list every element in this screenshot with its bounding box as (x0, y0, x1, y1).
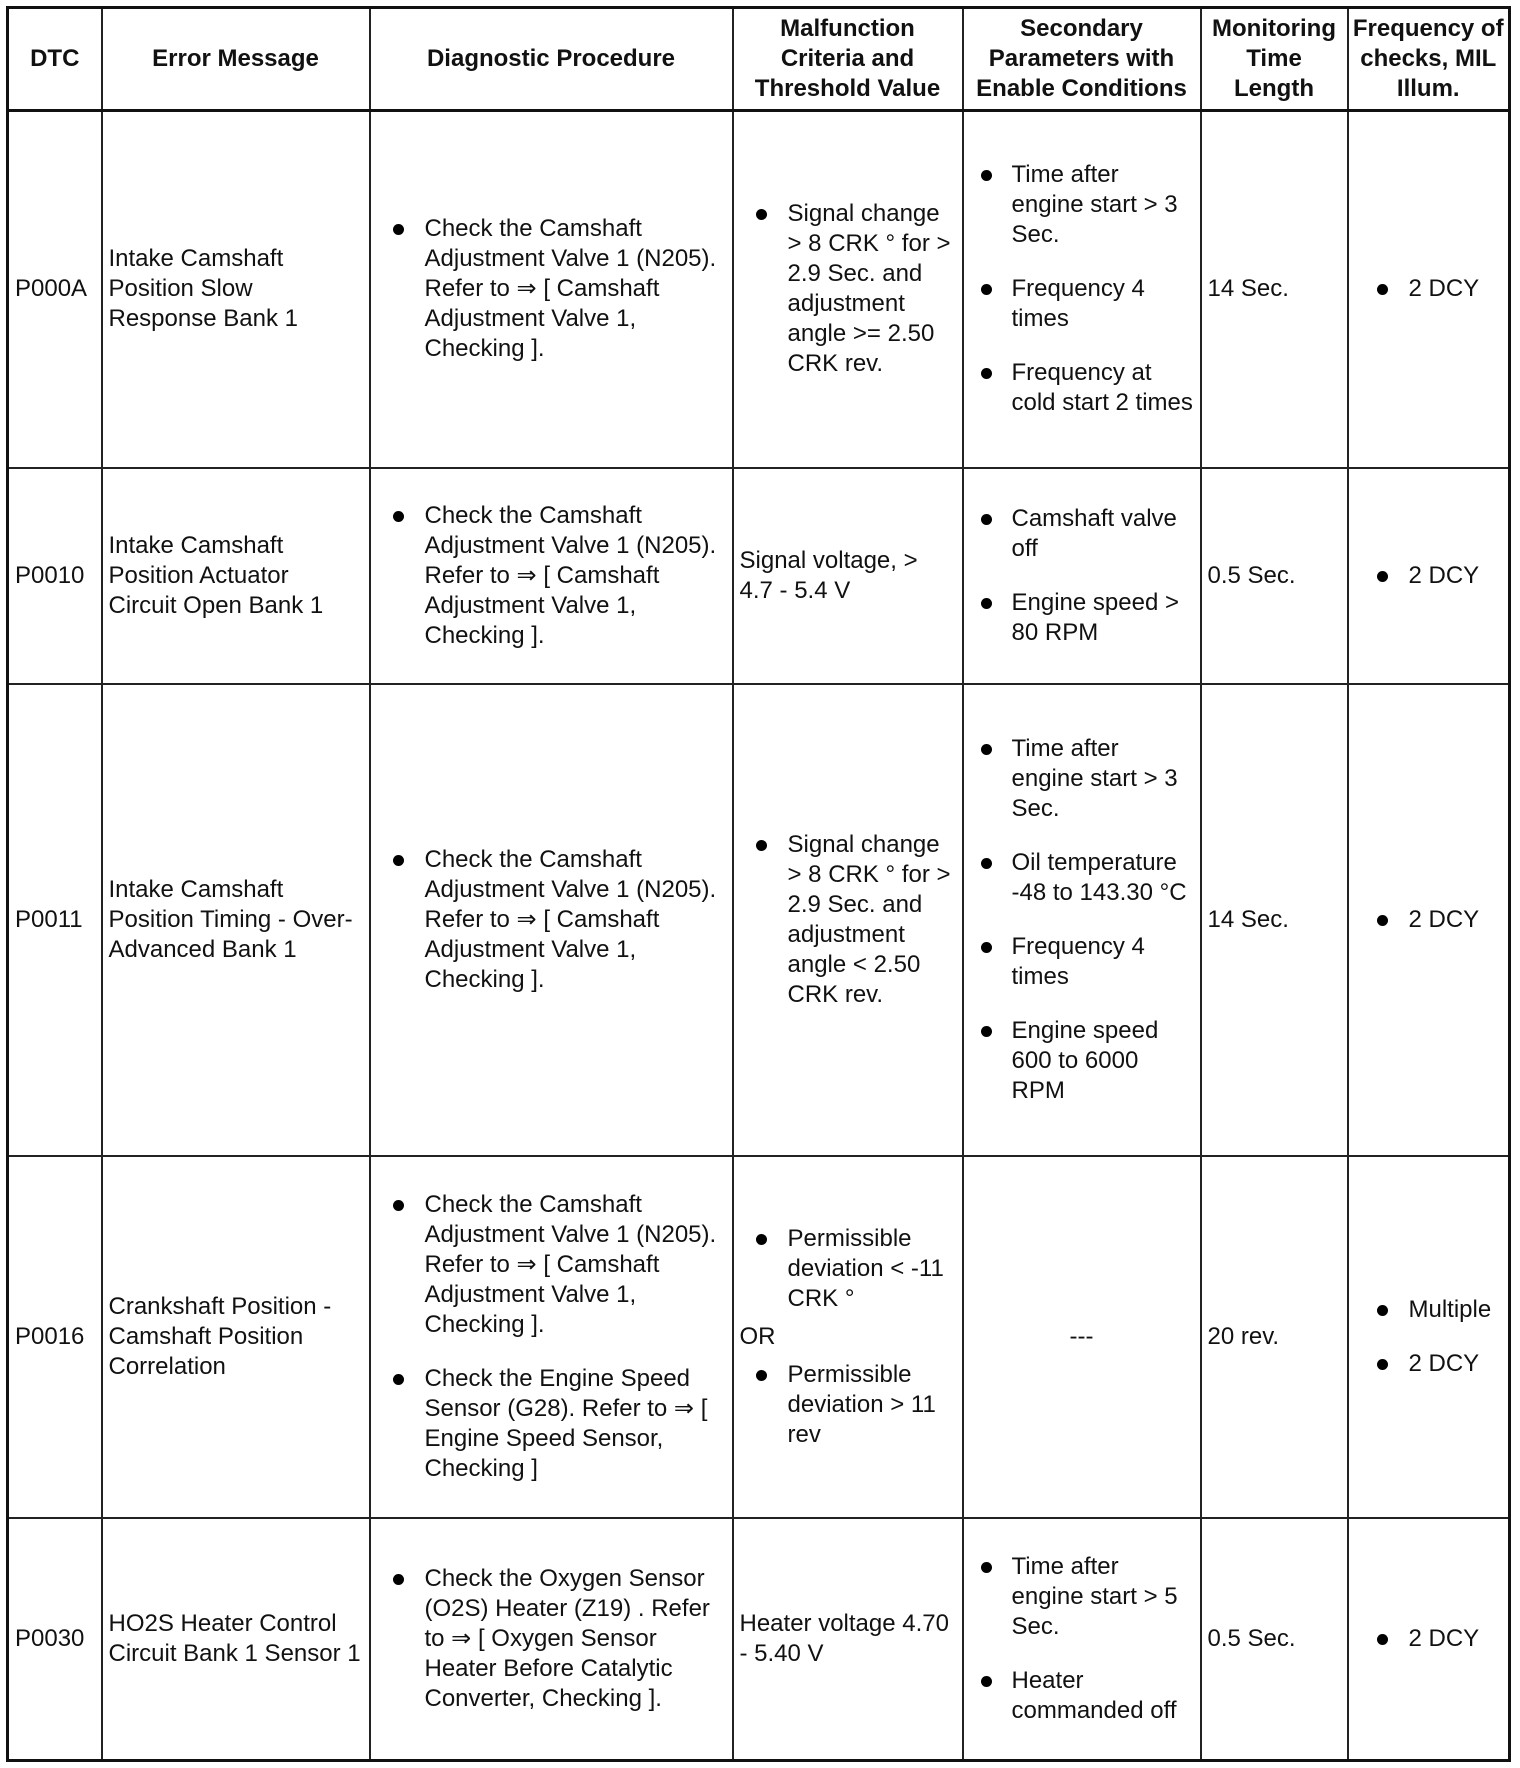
table-row (8, 468, 1510, 684)
diagnostic-procedure (370, 111, 733, 468)
secondary-item: Frequency 4 times (970, 932, 1194, 992)
header-error-message: Error Message (102, 8, 370, 111)
secondary-parameters (963, 1518, 1201, 1761)
monitoring-time: 14 Sec. (1201, 684, 1348, 1156)
header-malfunction-criteria: Malfunction Criteria and Threshold Value (733, 8, 963, 111)
secondary-parameters (963, 684, 1201, 1156)
monitoring-time: 14 Sec. (1201, 111, 1348, 468)
frequency-item: 2 DCY (1355, 274, 1503, 304)
secondary-item: Heater commanded off (970, 1666, 1194, 1726)
malfunction-criteria (733, 1156, 963, 1518)
diagnostic-procedure (370, 1156, 733, 1518)
malfunction-criteria: Heater voltage 4.70 - 5.40 V (733, 1518, 963, 1761)
procedure-item: Check the Oxygen Sensor (O2S) Heater (Z19) . Refer to ⇒ [ Oxygen Sensor Heater Before Catalytic Converter, Checking ]. (377, 1564, 726, 1714)
header-monitoring-time: Monitoring Time Length (1201, 8, 1348, 111)
dtc-code: P0030 (8, 1518, 102, 1761)
monitoring-time: 0.5 Sec. (1201, 468, 1348, 684)
frequency-item: 2 DCY (1355, 1624, 1503, 1654)
secondary-item: Frequency 4 times (970, 274, 1194, 334)
error-message: Intake Camshaft Position Slow Response Bank 1 (102, 111, 370, 468)
secondary-item: Camshaft valve off (970, 504, 1194, 564)
malfunction-criteria (733, 111, 963, 468)
frequency-mil (1348, 468, 1510, 684)
header-dtc: DTC (8, 8, 102, 111)
procedure-item: Check the Engine Speed Sensor (G28). Refer to ⇒ [ Engine Speed Sensor, Checking ] (377, 1364, 726, 1484)
error-message: Intake Camshaft Position Timing - Over-Advanced Bank 1 (102, 684, 370, 1156)
criteria-or-text: OR (739, 1322, 776, 1350)
monitoring-time: 20 rev. (1201, 1156, 1348, 1518)
secondary-parameters (963, 468, 1201, 684)
secondary-item: Frequency at cold start 2 times (970, 358, 1194, 418)
header-diagnostic-procedure: Diagnostic Procedure (370, 8, 733, 111)
dtc-code: P0016 (8, 1156, 102, 1518)
secondary-parameters (963, 111, 1201, 468)
procedure-item: Check the Camshaft Adjustment Valve 1 (N205). Refer to ⇒ [ Camshaft Adjustment Valve 1, Checking ]. (377, 845, 726, 995)
criteria-item: Permissible deviation < -11 CRK ° (740, 1224, 956, 1314)
diagnostic-procedure (370, 684, 733, 1156)
secondary-item: Engine speed > 80 RPM (970, 588, 1194, 648)
frequency-mil (1348, 684, 1510, 1156)
dtc-code: P0010 (8, 468, 102, 684)
secondary-item: Time after engine start > 3 Sec. (970, 734, 1194, 824)
table-row (8, 111, 1510, 468)
frequency-item: Multiple (1355, 1295, 1503, 1325)
table-row (8, 1156, 1510, 1518)
header-secondary-parameters: Secondary Parameters with Enable Conditions (963, 8, 1201, 111)
secondary-item: Engine speed 600 to 6000 RPM (970, 1016, 1194, 1106)
frequency-mil (1348, 1518, 1510, 1761)
frequency-mil (1348, 111, 1510, 468)
error-message: Intake Camshaft Position Actuator Circuit Open Bank 1 (102, 468, 370, 684)
criteria-item: Signal change > 8 CRK ° for > 2.9 Sec. and adjustment angle < 2.50 CRK rev. (740, 830, 956, 1010)
error-message: HO2S Heater Control Circuit Bank 1 Sensor 1 (102, 1518, 370, 1761)
criteria-item: Signal change > 8 CRK ° for > 2.9 Sec. and adjustment angle >= 2.50 CRK rev. (740, 199, 956, 379)
secondary-parameters: --- (963, 1156, 1201, 1518)
frequency-item: 2 DCY (1355, 1349, 1503, 1379)
secondary-item: Oil temperature -48 to 143.30 °C (970, 848, 1194, 908)
diagnostic-procedure (370, 468, 733, 684)
secondary-item: Time after engine start > 3 Sec. (970, 160, 1194, 250)
dtc-table (6, 6, 1511, 1762)
table-row (8, 1518, 1510, 1761)
malfunction-criteria: Signal voltage, > 4.7 - 5.4 V (733, 468, 963, 684)
header-row (8, 8, 1510, 111)
table-row (8, 684, 1510, 1156)
procedure-item: Check the Camshaft Adjustment Valve 1 (N205). Refer to ⇒ [ Camshaft Adjustment Valve 1, Checking ]. (377, 1190, 726, 1340)
diagnostic-procedure (370, 1518, 733, 1761)
monitoring-time: 0.5 Sec. (1201, 1518, 1348, 1761)
dtc-code: P0011 (8, 684, 102, 1156)
dtc-code: P000A (8, 111, 102, 468)
secondary-item: Time after engine start > 5 Sec. (970, 1552, 1194, 1642)
criteria-item: Permissible deviation > 11 rev (740, 1360, 956, 1450)
frequency-mil (1348, 1156, 1510, 1518)
frequency-item: 2 DCY (1355, 561, 1503, 591)
header-frequency: Frequency of checks, MIL Illum. (1348, 8, 1510, 111)
procedure-item: Check the Camshaft Adjustment Valve 1 (N205). Refer to ⇒ [ Camshaft Adjustment Valve 1, Checking ]. (377, 501, 726, 651)
procedure-item: Check the Camshaft Adjustment Valve 1 (N205). Refer to ⇒ [ Camshaft Adjustment Valve 1, Checking ]. (377, 214, 726, 364)
frequency-item: 2 DCY (1355, 905, 1503, 935)
malfunction-criteria (733, 684, 963, 1156)
error-message: Crankshaft Position - Camshaft Position Correlation (102, 1156, 370, 1518)
